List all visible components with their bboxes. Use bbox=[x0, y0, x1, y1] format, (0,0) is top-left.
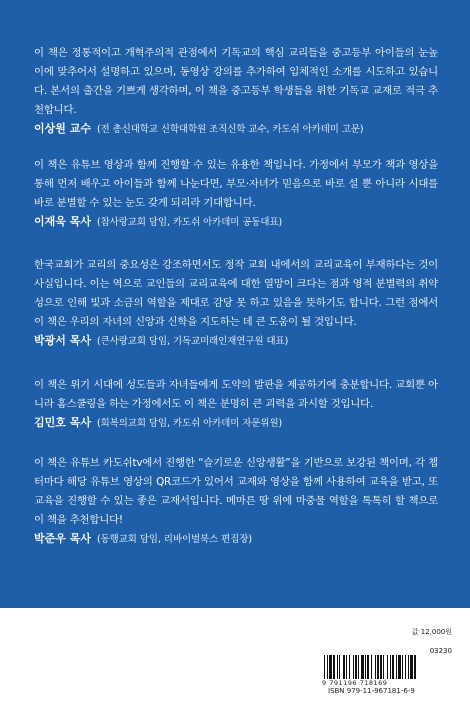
barcode-bar bbox=[339, 655, 340, 679]
barcode-bar bbox=[367, 655, 369, 679]
barcode-bar bbox=[324, 655, 325, 679]
barcode-bar bbox=[346, 655, 347, 679]
barcode-bar bbox=[392, 655, 394, 679]
endorser-name: 박준우 목사 bbox=[34, 532, 91, 545]
endorsement-text: 이 책은 정통적이고 개혁주의적 관점에서 기독교의 핵심 교리들을 중고등부 아이들의 눈높이에 맞추어서 설명하고 있으며, 동영상 강의를 추가하여 입체적인 소개를 시도하고 있습니다. 본서의 출간을 기쁘게 생각하며, 이 책을 중고등부 학생들을 위한 기독교 교재로 적극 추천합니다. bbox=[34, 47, 438, 116]
endorsement-4 bbox=[34, 376, 438, 432]
barcode-bar bbox=[375, 655, 376, 679]
barcode-bar bbox=[365, 655, 366, 679]
endorsement-signature bbox=[34, 121, 438, 138]
endorsement-signature bbox=[34, 531, 438, 548]
barcode-bar bbox=[396, 655, 397, 679]
barcode-bar bbox=[408, 655, 409, 679]
barcode-bar bbox=[361, 655, 364, 679]
endorser-affiliation: (회복의교회 담임, 카도쉬 아카데미 자문위원) bbox=[96, 418, 283, 429]
endorser-affiliation: (참사랑교회 담임, 카도쉬 아카데미 공동대표) bbox=[96, 217, 283, 228]
endorser-affiliation: (전 총신대학교 신학대학원 조직신학 교수, 카도쉬 아카데미 고문) bbox=[96, 124, 364, 135]
endorsement-2 bbox=[34, 156, 438, 231]
isbn-barcode-block bbox=[322, 627, 452, 695]
isbn-number: ISBN 979-11-967181-6-9 bbox=[328, 687, 415, 695]
endorsement-3 bbox=[34, 256, 438, 350]
barcode-bar bbox=[333, 655, 335, 679]
barcode-bar bbox=[371, 655, 372, 679]
barcode-digits: 9 791196 718169 bbox=[322, 679, 388, 687]
barcode-bar bbox=[353, 655, 354, 679]
endorsement-signature bbox=[34, 415, 438, 432]
barcode-bar bbox=[387, 655, 388, 679]
barcode-bar bbox=[380, 655, 382, 679]
barcode-bar bbox=[358, 655, 359, 679]
endorsement-signature bbox=[34, 214, 438, 231]
barcode-bar bbox=[377, 655, 379, 679]
endorsement-signature bbox=[34, 333, 438, 350]
price-label: 값 12,000원 bbox=[411, 628, 452, 636]
addon-code: 03230 bbox=[429, 647, 452, 655]
endorsement-1 bbox=[34, 44, 438, 138]
barcode-bar bbox=[337, 655, 338, 679]
barcode-bar bbox=[410, 655, 413, 679]
barcode-bar bbox=[383, 655, 384, 679]
barcode-bar bbox=[327, 655, 328, 679]
endorser-name: 이재욱 목사 bbox=[34, 215, 91, 228]
endorser-affiliation: (동행교회 담임, 리바이벌북스 편집장) bbox=[96, 534, 253, 545]
barcode-bar bbox=[390, 655, 391, 679]
barcode-bar bbox=[398, 655, 401, 679]
endorser-affiliation: (큰사랑교회 담임, 기독교미래인재연구원 대표) bbox=[96, 336, 289, 347]
barcode-bar bbox=[405, 655, 406, 679]
endorsement-text: 한국교회가 교리의 중요성은 강조하면서도 정작 교회 내에서의 교리교육이 부재하다는 것이 사실입니다. 이는 역으로 교인들의 교리교육에 대한 열망이 크다는 점과 영적 분별력의 취약성으로 인해 빛과 소금의 역할을 제대로 감당 못 하고 있음을 뜻하기도 합니다. 그런 점에서 이 책은 우리의 자녀의 신앙과 신학을 지도하는 데 큰 도움이 될 것입니다. bbox=[34, 259, 438, 328]
barcode-bar bbox=[343, 655, 345, 679]
endorser-name: 김민호 목사 bbox=[34, 416, 91, 429]
endorsement-text: 이 책은 유튜브 카도쉬tv에서 진행한 “슬기로운 신앙생활”을 기반으로 보강된 책이며, 각 챕터마다 해당 유튜브 영상의 QR코드가 있어서 교재와 영상을 함께 사용하여 교육을 받고, 또 교육을 진행할 수 있는 좋은 교재서입니다. 메마른 땅 위에 마중물 역할을 톡톡히 할 책으로 이 책을 추천합니다! bbox=[34, 457, 438, 526]
barcode-bar bbox=[414, 655, 416, 679]
barcode-bar bbox=[329, 655, 332, 679]
barcode-bar bbox=[402, 655, 403, 679]
endorsement-text: 이 책은 위기 시대에 성도들과 자녀들에게 도약의 발판을 제공하기에 충분합니다. 교회뿐 아니라 홈스쿨링을 하는 가정에서도 이 책은 분명히 큰 괴력을 과시할 것입니다. bbox=[34, 379, 438, 410]
endorsement-text: 이 책은 유튜브 영상과 함께 진행할 수 있는 유용한 책입니다. 가정에서 부모가 책과 영상을 통해 먼저 배우고 아이들과 함께 나눈다면, 부모·자녀가 믿음으로 바로 설 뿐 아니라 시대를 바로 분별할 수 있는 눈도 갖게 되리라 기대합니다. bbox=[34, 159, 438, 209]
endorser-name: 이상원 교수 bbox=[34, 122, 91, 135]
endorser-name: 박광서 목사 bbox=[34, 334, 91, 347]
barcode-bar bbox=[355, 655, 357, 679]
endorsement-5 bbox=[34, 454, 438, 548]
barcode-bar bbox=[349, 655, 350, 679]
